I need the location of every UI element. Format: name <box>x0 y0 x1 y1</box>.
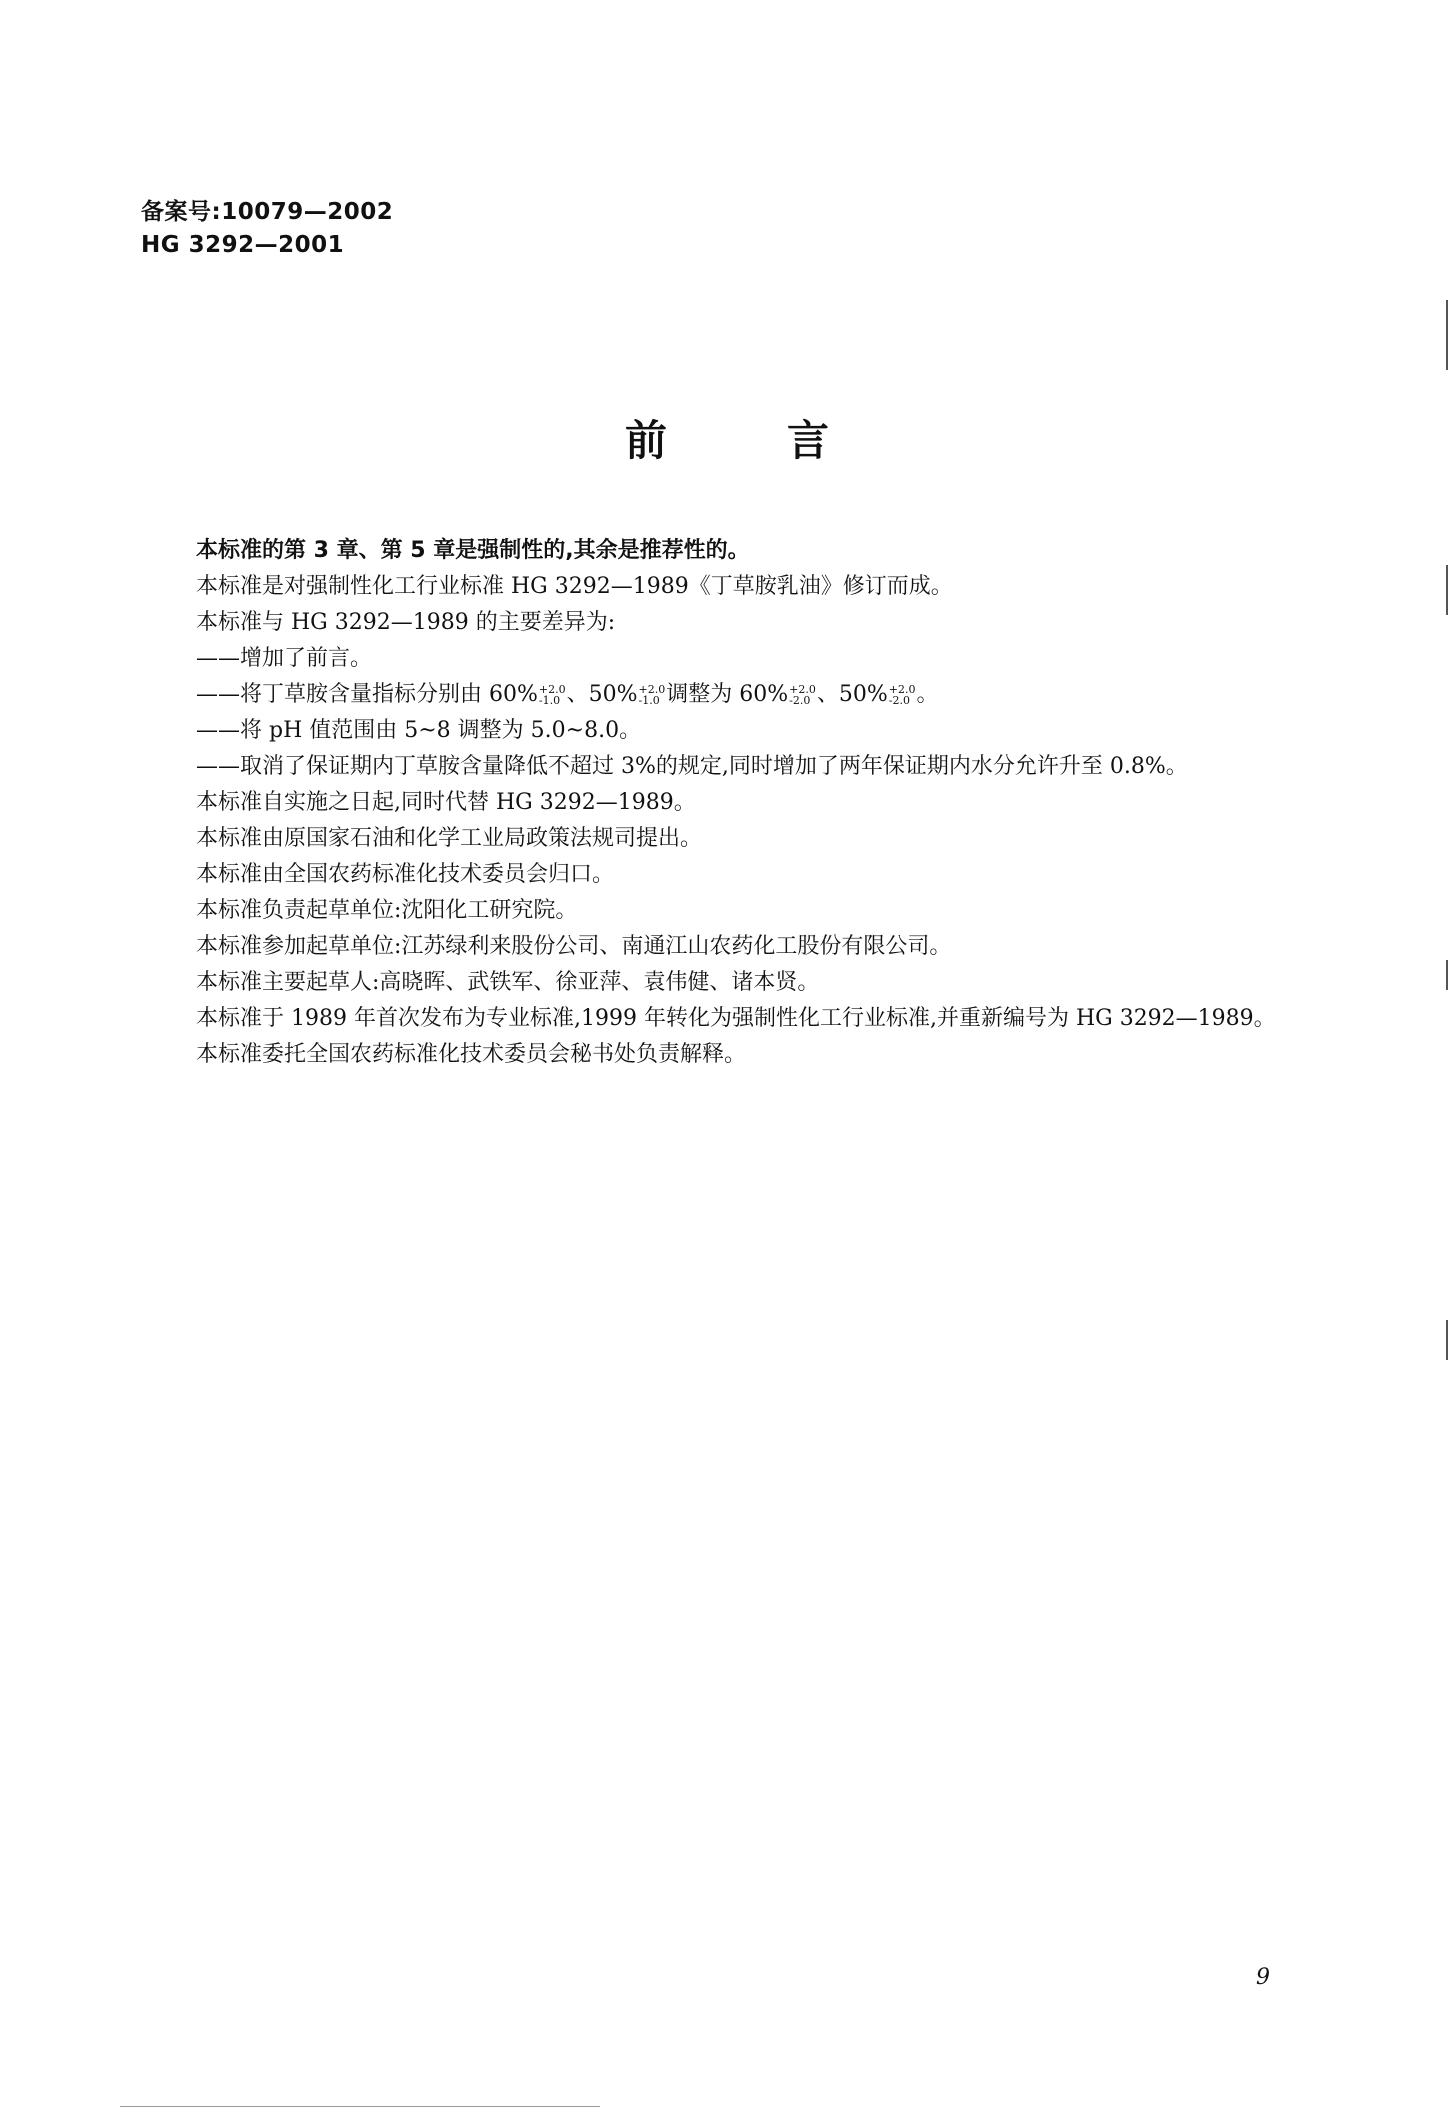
paragraph-revision-basis: 本标准是对强制性化工行业标准 HG 3292—1989《丁草胺乳油》修订而成。 <box>196 574 953 599</box>
difference-item-ph-range: ——将 pH 值范围由 5~8 调整为 5.0~8.0。 <box>196 718 642 743</box>
foreword-body <box>141 533 1291 1073</box>
paragraph-differences-intro: 本标准与 HG 3292—1989 的主要差异为: <box>196 610 616 635</box>
paragraph-centralized-by: 本标准由全国农药标准化技术委员会归口。 <box>196 862 615 887</box>
paragraph-replaces: 本标准自实施之日起,同时代替 HG 3292—1989。 <box>196 790 696 815</box>
document-header <box>141 196 393 262</box>
paragraph-proposed-by: 本标准由原国家石油和化学工业局政策法规司提出。 <box>196 826 703 851</box>
paragraph-participating-units: 本标准参加起草单位:江苏绿利来股份公司、南通江山农药化工股份有限公司。 <box>196 934 952 959</box>
page-number: 9 <box>1256 1965 1270 1990</box>
tolerance-1: +2.0 -1.0 <box>538 683 566 707</box>
scan-edge-mark <box>1446 960 1448 990</box>
tolerance-3: +2.0 -2.0 <box>789 683 816 707</box>
paragraph-mandatory-chapters: 本标准的第 3 章、第 5 章是强制性的,其余是推荐性的。 <box>196 538 750 563</box>
tolerance-2: +2.0 -1.0 <box>638 683 666 707</box>
difference-item-content-index: ——将丁草胺含量指标分别由 60% +2.0 -1.0 、50% +2.0 -1.0 调整为 60% +2.0 -2.0 、50% +2.0 -2.0 。 <box>196 682 939 707</box>
standard-code: HG 3292—2001 <box>141 232 345 258</box>
paragraph-history: 本标准于 1989 年首次发布为专业标准,1999 年转化为强制性化工行业标准,并重新编号为 HG 3292—1989。 <box>196 1006 1276 1031</box>
tolerance-4: +2.0 -2.0 <box>888 683 916 707</box>
paragraph-main-drafters: 本标准主要起草人:高晓晖、武铁军、徐亚萍、袁伟健、诸本贤。 <box>196 970 820 995</box>
scan-edge-mark <box>1446 300 1448 370</box>
page-title: 前言 <box>624 416 949 465</box>
paragraph-drafting-unit: 本标准负责起草单位:沈阳化工研究院。 <box>196 898 578 923</box>
paragraph-interpretation: 本标准委托全国农药标准化技术委员会秘书处负责解释。 <box>196 1042 747 1067</box>
difference-item-foreword: ——增加了前言。 <box>196 646 373 671</box>
difference-item-guarantee-period: ——取消了保证期内丁草胺含量降低不超过 3%的规定,同时增加了两年保证期内水分允许升至 0.8%。 <box>196 754 1188 779</box>
scan-edge-mark <box>1446 1320 1448 1360</box>
scan-edge-mark <box>1446 565 1448 615</box>
scan-edge-mark <box>120 2106 600 2107</box>
filing-number: 备案号:10079—2002 <box>141 199 394 225</box>
